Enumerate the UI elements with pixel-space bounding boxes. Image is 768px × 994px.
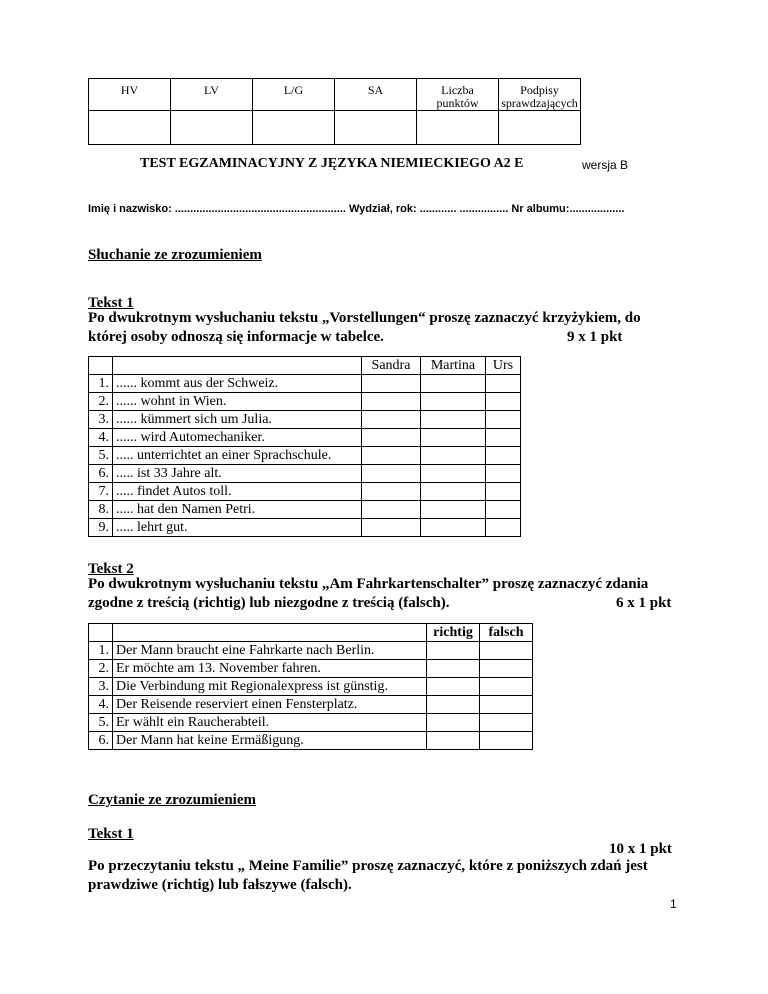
row-statement: ...... wohnt in Wien. — [113, 393, 362, 411]
row-number: 3. — [89, 411, 113, 429]
answer-checkbox-cell[interactable] — [362, 429, 421, 447]
score-cell[interactable] — [499, 111, 581, 145]
answer-checkbox-cell[interactable] — [362, 519, 421, 537]
answer-checkbox-cell[interactable] — [421, 447, 486, 465]
row-statement: ..... hat den Namen Petri. — [113, 501, 362, 519]
answer-checkbox-cell[interactable] — [480, 678, 533, 696]
score-col-hv: HV — [89, 79, 171, 111]
row-number: 7. — [89, 483, 113, 501]
table-row — [89, 429, 521, 447]
col-richtig: richtig — [427, 624, 480, 642]
row-statement: Die Verbindung mit Regionalexpress ist günstig. — [113, 678, 427, 696]
score-table-header-row — [89, 79, 581, 111]
score-cell[interactable] — [253, 111, 335, 145]
reading-heading: Czytanie ze zrozumieniem — [88, 792, 256, 808]
score-col-points: Liczba punktów — [417, 79, 499, 111]
table-row — [89, 696, 533, 714]
score-col-sa: SA — [335, 79, 417, 111]
answer-checkbox-cell[interactable] — [362, 465, 421, 483]
answer-checkbox-cell[interactable] — [486, 393, 521, 411]
answer-checkbox-cell[interactable] — [427, 642, 480, 660]
answer-checkbox-cell[interactable] — [486, 375, 521, 393]
reading-text1-instruction: Po przeczytaniu tekstu „ Meine Familie” proszę zaznaczyć, które z poniższych zdań jest prawdziwe (richtig) lub fałszywe (falsch). — [88, 858, 648, 893]
table-row — [89, 393, 521, 411]
row-number: 9. — [89, 519, 113, 537]
col-sandra: Sandra — [362, 357, 421, 375]
reading-text1-points: 10 x 1 pkt — [609, 841, 672, 857]
row-statement: ..... lehrt gut. — [113, 519, 362, 537]
listening-text1-instruction: Po dwukrotnym wysłuchaniu tekstu „Vorstellungen“ proszę zaznaczyć krzyżykiem, do której osoby odnoszą się informacje w tabelce. — [88, 310, 641, 345]
table-row — [89, 642, 533, 660]
row-number: 2. — [89, 393, 113, 411]
row-statement: ..... ist 33 Jahre alt. — [113, 465, 362, 483]
row-number: 5. — [89, 447, 113, 465]
score-col-lv: LV — [171, 79, 253, 111]
answer-checkbox-cell[interactable] — [480, 732, 533, 750]
col-falsch: falsch — [480, 624, 533, 642]
listening-table-1 — [88, 356, 521, 537]
row-number: 3. — [89, 678, 113, 696]
answer-checkbox-cell[interactable] — [362, 393, 421, 411]
table-row — [89, 375, 521, 393]
row-number: 6. — [89, 465, 113, 483]
answer-checkbox-cell[interactable] — [486, 429, 521, 447]
answer-checkbox-cell[interactable] — [421, 375, 486, 393]
listening-table-2 — [88, 623, 533, 750]
row-statement: Der Mann hat keine Ermäßigung. — [113, 732, 427, 750]
test-version: wersja B — [582, 158, 629, 172]
score-cell[interactable] — [417, 111, 499, 145]
row-number: 2. — [89, 660, 113, 678]
listening-heading: Słuchanie ze zrozumieniem — [88, 247, 262, 263]
row-number: 1. — [89, 375, 113, 393]
answer-checkbox-cell[interactable] — [486, 447, 521, 465]
row-number: 6. — [89, 732, 113, 750]
listening-text1-points: 9 x 1 pkt — [567, 329, 623, 345]
row-number: 5. — [89, 714, 113, 732]
row-number: 8. — [89, 501, 113, 519]
answer-checkbox-cell[interactable] — [486, 483, 521, 501]
listening-text2-instruction: Po dwukrotnym wysłuchaniu tekstu „Am Fahrkartenschalter” proszę zaznaczyć zdania zgodne z treścią (richtig) lub niezgodne z treścią (falsch). — [88, 576, 649, 611]
table-header-row — [89, 624, 533, 642]
answer-checkbox-cell[interactable] — [421, 501, 486, 519]
answer-checkbox-cell[interactable] — [480, 696, 533, 714]
answer-checkbox-cell[interactable] — [486, 411, 521, 429]
page-number: 1 — [670, 897, 677, 911]
table-row — [89, 714, 533, 732]
table-row — [89, 447, 521, 465]
score-table — [88, 78, 581, 145]
row-statement: ...... kümmert sich um Julia. — [113, 411, 362, 429]
table-row — [89, 465, 521, 483]
score-cell[interactable] — [171, 111, 253, 145]
answer-checkbox-cell[interactable] — [480, 642, 533, 660]
answer-checkbox-cell[interactable] — [427, 660, 480, 678]
answer-checkbox-cell[interactable] — [362, 411, 421, 429]
table-row — [89, 678, 533, 696]
reading-text1-title: Tekst 1 — [88, 826, 134, 842]
score-table-entry-row — [89, 111, 581, 145]
col-urs: Urs — [486, 357, 521, 375]
row-statement: ..... findet Autos toll. — [113, 483, 362, 501]
answer-checkbox-cell[interactable] — [480, 660, 533, 678]
table-row — [89, 411, 521, 429]
table-header-row — [89, 357, 521, 375]
answer-checkbox-cell[interactable] — [421, 411, 486, 429]
row-statement: Er wählt ein Raucherabteil. — [113, 714, 427, 732]
answer-checkbox-cell[interactable] — [427, 696, 480, 714]
row-number: 1. — [89, 642, 113, 660]
listening-text1-title: Tekst 1 — [88, 295, 134, 311]
col-martina: Martina — [421, 357, 486, 375]
row-statement: ...... wird Automechaniker. — [113, 429, 362, 447]
answer-checkbox-cell[interactable] — [362, 501, 421, 519]
answer-checkbox-cell[interactable] — [421, 429, 486, 447]
answer-checkbox-cell[interactable] — [421, 393, 486, 411]
row-statement: ...... kommt aus der Schweiz. — [113, 375, 362, 393]
test-title: TEST EGZAMINACYJNY Z JĘZYKA NIEMIECKIEGO A2 E — [140, 156, 524, 171]
answer-checkbox-cell[interactable] — [486, 519, 521, 537]
score-cell[interactable] — [335, 111, 417, 145]
table-row — [89, 660, 533, 678]
score-col-signatures: Podpisy sprawdzających — [499, 79, 581, 111]
row-statement: Der Reisende reserviert einen Fensterplatz. — [113, 696, 427, 714]
row-statement: Er möchte am 13. November fahren. — [113, 660, 427, 678]
row-statement: ..... unterrichtet an einer Sprachschule. — [113, 447, 362, 465]
listening-text2-title: Tekst 2 — [88, 561, 134, 577]
table-row — [89, 501, 521, 519]
row-number: 4. — [89, 429, 113, 447]
answer-checkbox-cell[interactable] — [362, 447, 421, 465]
listening-text2-points: 6 x 1 pkt — [616, 595, 672, 611]
answer-checkbox-cell[interactable] — [480, 714, 533, 732]
answer-checkbox-cell[interactable] — [427, 714, 480, 732]
answer-checkbox-cell[interactable] — [427, 678, 480, 696]
answer-checkbox-cell[interactable] — [421, 465, 486, 483]
table-row — [89, 519, 521, 537]
score-cell[interactable] — [89, 111, 171, 145]
table-row — [89, 732, 533, 750]
score-col-lg: L/G — [253, 79, 335, 111]
answer-checkbox-cell[interactable] — [486, 465, 521, 483]
answer-checkbox-cell[interactable] — [362, 375, 421, 393]
row-statement: Der Mann braucht eine Fahrkarte nach Berlin. — [113, 642, 427, 660]
table-row — [89, 483, 521, 501]
answer-checkbox-cell[interactable] — [362, 483, 421, 501]
answer-checkbox-cell[interactable] — [421, 519, 486, 537]
answer-checkbox-cell[interactable] — [421, 483, 486, 501]
student-info-line: Imię i nazwisko: ........................................................ Wydział, rok: ............ ................ Nr albumu:.................. — [88, 203, 625, 215]
answer-checkbox-cell[interactable] — [486, 501, 521, 519]
row-number: 4. — [89, 696, 113, 714]
answer-checkbox-cell[interactable] — [427, 732, 480, 750]
